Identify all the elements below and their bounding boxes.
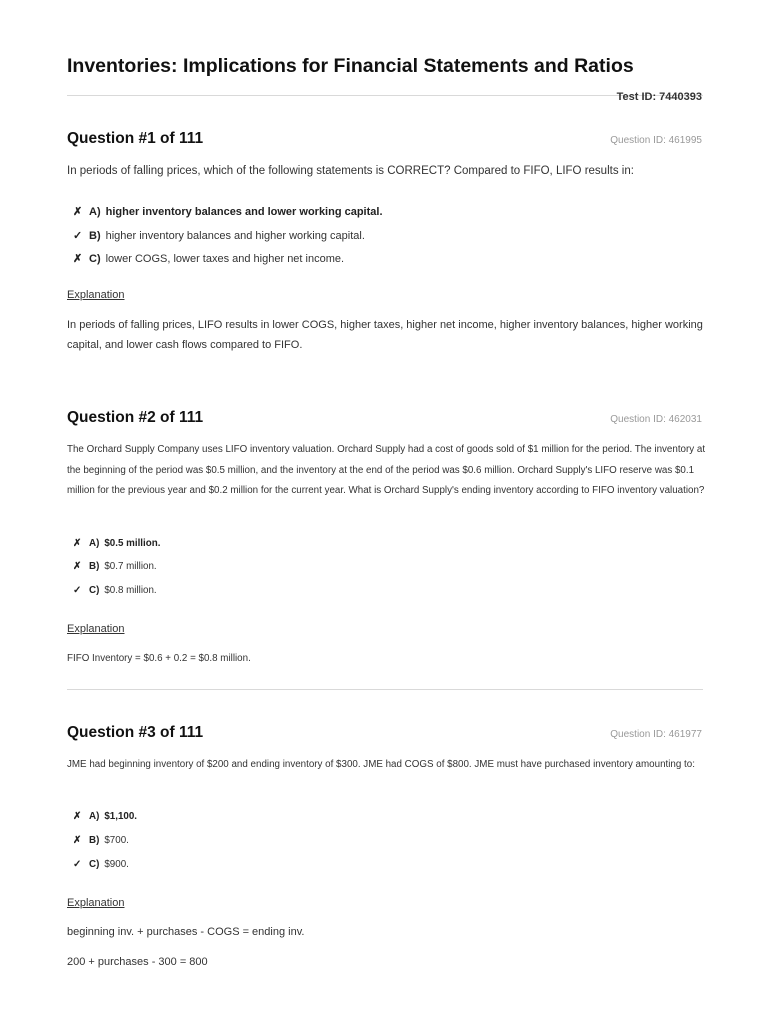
question-divider [67,689,703,690]
option-text: higher inventory balances and higher working capital. [105,230,365,242]
option-text: $900. [104,859,129,870]
option-text: $0.5 million. [104,538,161,549]
question-heading: Question #3 of 111 [67,724,204,741]
page-title: Inventories: Implications for Financial Statements and Ratios [67,55,634,77]
option-letter: C) [89,585,100,596]
question-id: Question ID: 461977 [610,729,702,740]
option-letter: A) [89,206,101,218]
option-letter: B) [89,230,101,242]
question-id: Question ID: 461995 [610,135,702,146]
question-heading: Question #1 of 111 [67,130,204,147]
answer-option-c[interactable] [73,252,344,265]
explanation-text: beginning inv. + purchases - COGS = ending inv. [67,926,305,938]
question-id: Question ID: 462031 [610,414,702,425]
option-text: $0.7 million. [104,561,157,572]
option-text: $0.8 million. [104,585,157,596]
incorrect-icon: ✗ [73,253,83,265]
answer-option-a[interactable] [73,205,383,218]
explanation-label: Explanation [67,289,125,301]
incorrect-icon: ✗ [73,206,83,218]
option-letter: B) [89,835,100,846]
explanation-label: Explanation [67,897,125,909]
incorrect-icon: ✗ [73,561,82,572]
option-text: higher inventory balances and lower working capital. [105,206,383,218]
incorrect-icon: ✗ [73,835,82,846]
option-text: $1,100. [104,811,138,822]
question-stem: JME had beginning inventory of $200 and ending inventory of $300. JME had COGS of $800. JME must have purchased inventory amounting to: [67,759,695,770]
explanation-text: In periods of falling prices, LIFO results in lower COGS, higher taxes, higher net income, higher inventory balances, higher working capital, and lower cash flows compared to FIFO. [67,319,703,351]
question-heading: Question #2 of 111 [67,409,204,426]
explanation-text: 200 + purchases - 300 = 800 [67,956,208,968]
header-divider [67,95,703,96]
option-text: lower COGS, lower taxes and higher net income. [105,253,345,265]
option-letter: B) [89,561,100,572]
answer-option-b[interactable] [73,229,365,242]
correct-icon: ✓ [73,859,82,870]
incorrect-icon: ✗ [73,538,82,549]
option-letter: A) [89,811,100,822]
explanation-text: FIFO Inventory = $0.6 + 0.2 = $0.8 million. [67,653,251,664]
test-id: Test ID: 7440393 [616,91,702,103]
answer-option-b[interactable] [73,561,157,572]
answer-option-c[interactable] [73,859,129,870]
option-letter: A) [89,538,100,549]
answer-option-a[interactable] [73,538,160,549]
correct-icon: ✓ [73,585,82,596]
answer-option-b[interactable] [73,835,129,846]
answer-option-a[interactable] [73,811,137,822]
explanation-label: Explanation [67,623,125,635]
answer-option-c[interactable] [73,585,157,596]
question-stem: The Orchard Supply Company uses LIFO inventory valuation. Orchard Supply had a cost of goods sold of $1 million for the period. The inventory at the beginning of the period was $0.5 million, and the inventory at the end of the period was $0.6 million. Orchard Supply's LIFO reserve was $0.1 million for the previous year and $0.2 million for the current year. What is Orchard Supply's ending inventory according to FIFO inventory valuation? [67,444,706,496]
option-letter: C) [89,253,101,265]
question-stem: In periods of falling prices, which of the following statements is CORRECT? Compared to FIFO, LIFO results in: [67,165,634,177]
option-text: $700. [104,835,129,846]
option-letter: C) [89,859,100,870]
correct-icon: ✓ [73,230,83,242]
incorrect-icon: ✗ [73,811,82,822]
